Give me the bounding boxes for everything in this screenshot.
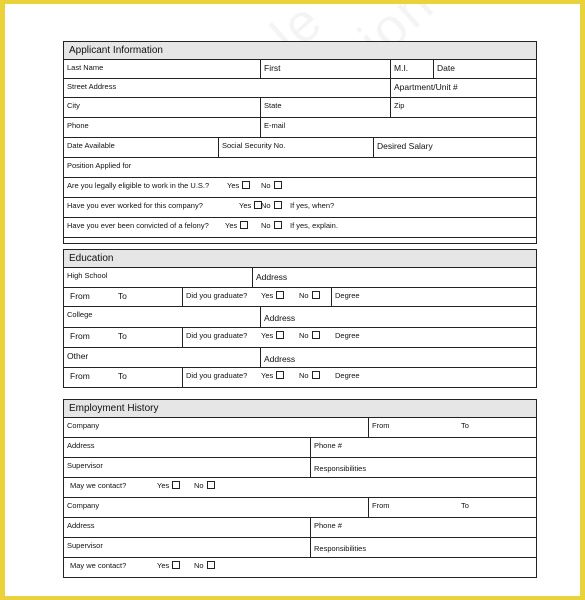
employment-2-yes-label: Yes: [157, 561, 170, 570]
ssn-field[interactable]: Social Security No.: [218, 138, 373, 157]
other-field[interactable]: Other: [67, 351, 89, 361]
college-dates: [64, 328, 182, 347]
employment-2-to-field[interactable]: To: [461, 501, 469, 510]
employment-1-address-field[interactable]: Address: [67, 441, 95, 450]
worked-yes-label: Yes: [239, 201, 252, 210]
other-graduate-question: Did you graduate?: [186, 371, 248, 380]
college-from[interactable]: From: [70, 331, 90, 341]
other-to[interactable]: To: [117, 371, 127, 381]
eligibility-yes-checkbox[interactable]: [242, 181, 250, 189]
street-row: [64, 79, 536, 98]
employment-1-yes-checkbox[interactable]: [172, 481, 180, 489]
employment-2-company-row: [64, 498, 536, 518]
employment-1-no-checkbox[interactable]: [207, 481, 215, 489]
form-page: [5, 4, 580, 596]
college-no-label: No: [299, 331, 309, 340]
college-degree[interactable]: Degree: [335, 331, 360, 340]
other-address-field[interactable]: Address: [260, 348, 536, 367]
worked-no-option: [261, 201, 282, 210]
employment-2-supervisor-field[interactable]: Supervisor: [67, 541, 103, 550]
employment-2-company-field[interactable]: Company: [67, 501, 100, 510]
eligibility-no-option: [261, 181, 282, 190]
high-school-from[interactable]: From: [70, 291, 90, 301]
first-name-field[interactable]: First: [260, 60, 390, 78]
felony-yes-label: Yes: [225, 221, 238, 230]
employment-1-phone-field[interactable]: Phone #: [310, 438, 536, 457]
employment-1-company-row: [64, 418, 536, 438]
apartment-unit-field[interactable]: Apartment/Unit #: [390, 79, 536, 97]
employment-2-address-row: [64, 518, 536, 538]
employment-history-section: [63, 399, 537, 578]
other-no-checkbox[interactable]: [312, 371, 320, 379]
employment-1-yes-wrap: [157, 481, 180, 490]
city-row: [64, 98, 536, 118]
eligibility-yes-label: Yes: [227, 181, 240, 190]
employment-history-header: Employment History: [64, 400, 536, 418]
employment-2-yes-wrap: [157, 561, 180, 570]
education-header: Education: [64, 250, 536, 268]
college-graduate-question: Did you graduate?: [186, 331, 248, 340]
other-no-label: No: [299, 371, 309, 380]
employment-2-no-checkbox[interactable]: [207, 561, 215, 569]
hs-yes-checkbox[interactable]: [276, 291, 284, 299]
employment-1-from-field[interactable]: From: [368, 418, 456, 437]
employment-1-contact-question: May we contact?: [70, 481, 127, 490]
name-row: [64, 60, 536, 79]
other-yes-label: Yes: [261, 371, 274, 380]
worked-yes-option: [239, 201, 262, 210]
date-available-field[interactable]: Date Available: [67, 141, 115, 150]
eligibility-question: Are you legally eligible to work in the U.S.?: [67, 181, 210, 190]
education-section: [63, 249, 537, 388]
felony-question: Have you ever been convicted of a felony?: [67, 221, 209, 230]
state-field[interactable]: State: [260, 98, 390, 117]
position-row: [64, 158, 536, 178]
phone-field[interactable]: Phone: [67, 121, 89, 130]
employment-2-contact-question: May we contact?: [70, 561, 127, 570]
employment-1-no-label: No: [194, 481, 204, 490]
employment-2-contact-row: [64, 558, 536, 578]
applicant-information-header: Applicant Information: [64, 42, 536, 60]
eligibility-no-label: No: [261, 181, 271, 190]
hs-yes-label: Yes: [261, 291, 274, 300]
employment-1-no-wrap: [194, 481, 215, 490]
college-dates-row: [64, 328, 536, 348]
other-dates-row: [64, 368, 536, 387]
employment-1-address-row: [64, 438, 536, 458]
college-yes-label: Yes: [261, 331, 274, 340]
college-yes-wrap: [261, 331, 284, 340]
applicant-information-section: [63, 41, 537, 244]
other-yes-wrap: [261, 371, 284, 380]
college-to[interactable]: To: [117, 331, 127, 341]
felony-row: [64, 218, 536, 238]
felony-no-label: No: [261, 221, 271, 230]
middle-initial-field[interactable]: M.I.: [390, 60, 433, 78]
availability-row: [64, 138, 536, 158]
college-address-field[interactable]: Address: [260, 307, 536, 327]
desired-salary-field[interactable]: Desired Salary: [373, 138, 536, 157]
college-field[interactable]: College: [67, 310, 93, 319]
high-school-field[interactable]: High School: [67, 271, 108, 280]
worked-before-row: [64, 198, 536, 218]
contact-row: [64, 118, 536, 138]
employment-2-no-wrap: [194, 561, 215, 570]
other-no-wrap: [299, 371, 320, 380]
felony-yes-option: [225, 221, 248, 230]
other-dates: [64, 368, 182, 387]
email-field[interactable]: E-mail: [260, 118, 536, 137]
employment-1-contact-row: [64, 478, 536, 498]
hs-yes-wrap: [261, 291, 284, 300]
worked-no-label: No: [261, 201, 271, 210]
eligibility-row: [64, 178, 536, 198]
street-address-field[interactable]: Street Address: [67, 82, 117, 91]
employment-1-yes-label: Yes: [157, 481, 170, 490]
worked-before-question: Have you ever worked for this company?: [67, 201, 203, 210]
hs-no-label: No: [299, 291, 309, 300]
college-row: [64, 307, 536, 328]
high-school-row: [64, 268, 536, 288]
college-no-wrap: [299, 331, 320, 340]
employment-1-supervisor-field[interactable]: Supervisor: [67, 461, 103, 470]
worked-if-yes-when[interactable]: If yes, when?: [290, 201, 335, 210]
high-school-dates: [64, 288, 182, 306]
other-from[interactable]: From: [70, 371, 90, 381]
other-row: [64, 348, 536, 368]
employment-2-supervisor-row: [64, 538, 536, 558]
college-yes-checkbox[interactable]: [276, 331, 284, 339]
applicant-spacer: [64, 238, 536, 243]
other-graduated: [182, 368, 261, 387]
other-degree[interactable]: Degree: [335, 371, 360, 380]
employment-2-yes-checkbox[interactable]: [172, 561, 180, 569]
employment-2-responsibilities-field[interactable]: Responsibilities: [310, 538, 536, 557]
employment-1-supervisor-row: [64, 458, 536, 478]
high-school-graduated-options: [331, 288, 536, 306]
employment-1-to-field[interactable]: To: [461, 421, 469, 430]
felony-if-yes-explain[interactable]: If yes, explain.: [290, 221, 338, 230]
hs-no-checkbox[interactable]: [312, 291, 320, 299]
employment-2-no-label: No: [194, 561, 204, 570]
date-field[interactable]: Date: [433, 60, 536, 78]
high-school-dates-row: [64, 288, 536, 307]
felony-no-option: [261, 221, 282, 230]
worked-no-checkbox[interactable]: [274, 201, 282, 209]
felony-yes-checkbox[interactable]: [240, 221, 248, 229]
city-field[interactable]: City: [67, 101, 80, 110]
hs-degree[interactable]: Degree: [335, 291, 360, 300]
employment-1-company-field[interactable]: Company: [67, 421, 100, 430]
felony-no-checkbox[interactable]: [274, 221, 282, 229]
employment-2-address-field[interactable]: Address: [67, 521, 95, 530]
employment-2-from-field[interactable]: From: [368, 498, 456, 517]
college-graduated: [182, 328, 261, 347]
position-applied-field[interactable]: Position Applied for: [67, 161, 132, 170]
employment-2-phone-field[interactable]: Phone #: [310, 518, 536, 537]
zip-field[interactable]: Zip: [390, 98, 536, 117]
hs-no-wrap: [299, 291, 320, 300]
other-yes-checkbox[interactable]: [276, 371, 284, 379]
college-no-checkbox[interactable]: [312, 331, 320, 339]
employment-1-responsibilities-field[interactable]: Responsibilities: [310, 458, 536, 477]
eligibility-no-checkbox[interactable]: [274, 181, 282, 189]
college-degree-area: [331, 328, 536, 347]
last-name-field[interactable]: Last Name: [67, 63, 104, 72]
high-school-graduate-question: Did you graduate?: [186, 291, 248, 300]
high-school-to[interactable]: To: [117, 291, 127, 301]
eligibility-yes-option: [227, 181, 250, 190]
high-school-address-field[interactable]: Address: [252, 268, 536, 287]
